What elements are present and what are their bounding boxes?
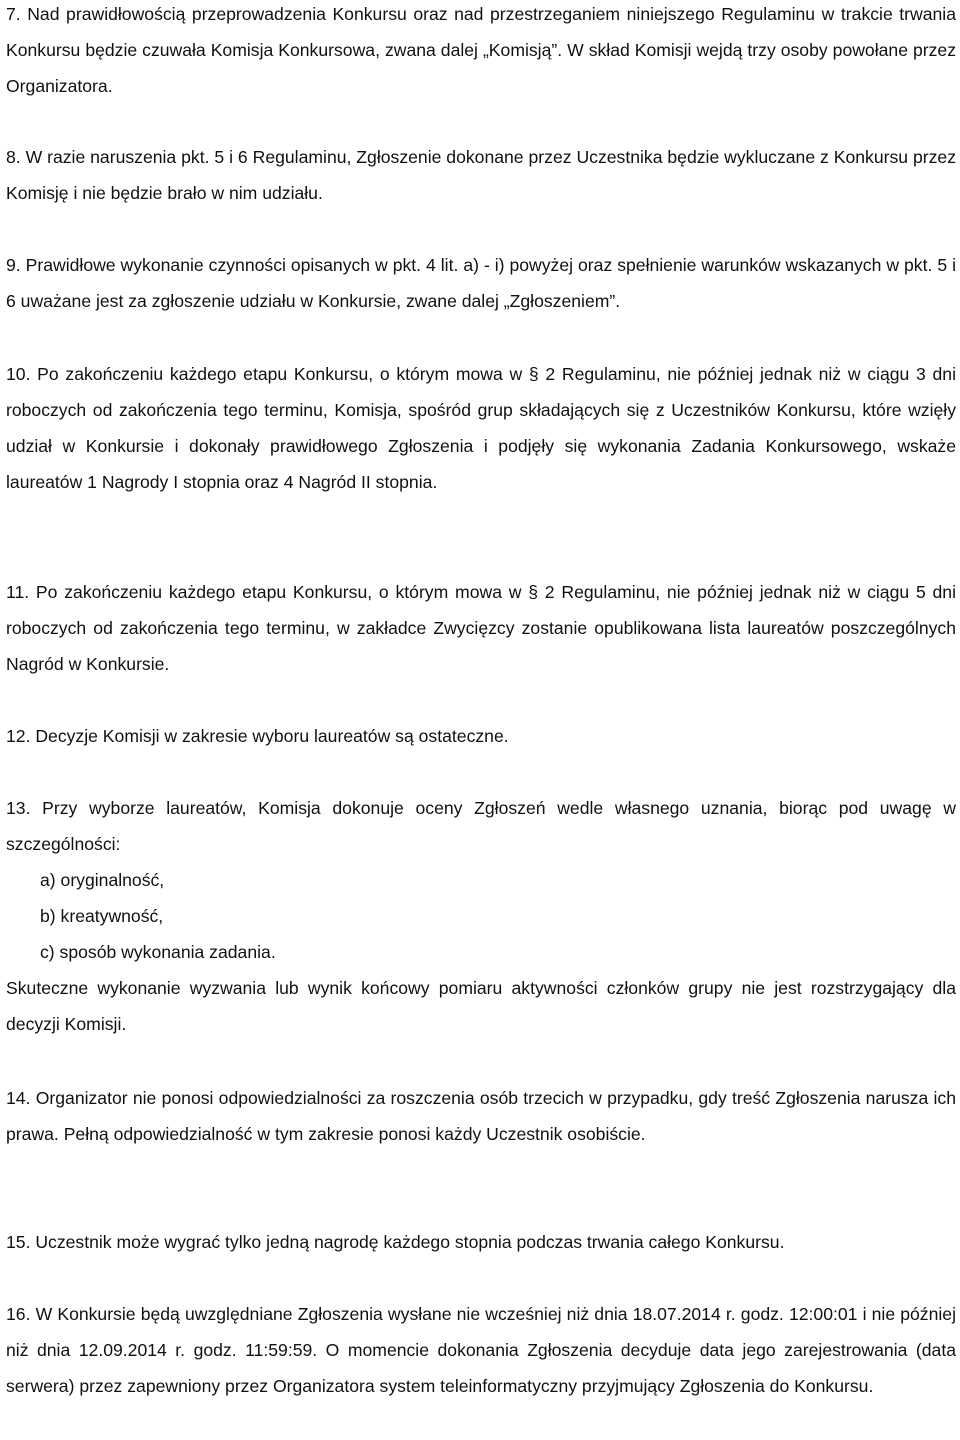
paragraph-13-outro: Skuteczne wykonanie wyzwania lub wynik końcowy pomiaru aktywności członków grupy nie jest rozstrzygający dla decyzji Komisji. (6, 978, 956, 1034)
list-item-b: b) kreatywność, (40, 906, 164, 926)
paragraph-9: 9. Prawidłowe wykonanie czynności opisanych w pkt. 4 lit. a) - i) powyżej oraz spełnienie warunków wskazanych w pkt. 5 i 6 uważane jest za zgłoszenie udziału w Konkursie, zwane dalej „Zgłoszeniem”. (6, 255, 956, 311)
paragraph-15: 15. Uczestnik może wygrać tylko jedną nagrodę każdego stopnia podczas trwania całego Konkursu. (6, 1232, 785, 1252)
paragraph-7: 7. Nad prawidłowością przeprowadzenia Konkursu oraz nad przestrzeganiem niniejszego Regulaminu w trakcie trwania Konkursu będzie czuwała Komisja Konkursowa, zwana dalej „Komisją”. W skład Komisji wejdą trzy osoby powołane przez Organizatora. (6, 4, 956, 96)
paragraph-10: 10. Po zakończeniu każdego etapu Konkursu, o którym mowa w § 2 Regulaminu, nie później jednak niż w ciągu 3 dni roboczych od zakończenia tego terminu, Komisja, spośród grup składających się z Uczestników Konkursu, które wzięły udział w Konkursie i dokonały prawidłowego Zgłoszenia i podjęły się wykonania Zadania Konkursowego, wskaże laureatów 1 Nagrody I stopnia oraz 4 Nagród II stopnia. (6, 364, 956, 492)
paragraph-16: 16. W Konkursie będą uwzględniane Zgłoszenia wysłane nie wcześniej niż dnia 18.07.2014 r. godz. 12:00:01 i nie później niż dnia 12.09.2014 r. godz. 11:59:59. O momencie dokonania Zgłoszenia decyduje data jego zarejestrowania (data serwera) przez zapewniony przez Organizatora system teleinformatyczny przyjmujący Zgłoszenia do Konkursu. (6, 1304, 956, 1396)
paragraph-11: 11. Po zakończeniu każdego etapu Konkursu, o którym mowa w § 2 Regulaminu, nie później jednak niż w ciągu 5 dni roboczych od zakończenia tego terminu, w zakładce Zwycięzcy zostanie opublikowana lista laureatów poszczególnych Nagród w Konkursie. (6, 582, 956, 674)
paragraph-13-intro: 13. Przy wyborze laureatów, Komisja dokonuje oceny Zgłoszeń wedle własnego uznania, biorąc pod uwagę w szczególności: (6, 798, 956, 854)
paragraph-8: 8. W razie naruszenia pkt. 5 i 6 Regulaminu, Zgłoszenie dokonane przez Uczestnika będzie wykluczane z Konkursu przez Komisję i nie będzie brało w nim udziału. (6, 147, 956, 203)
list-item-a: a) oryginalność, (40, 870, 165, 890)
paragraph-14: 14. Organizator nie ponosi odpowiedzialności za roszczenia osób trzecich w przypadku, gdy treść Zgłoszenia narusza ich prawa. Pełną odpowiedzialność w tym zakresie ponosi każdy Uczestnik osobiście. (6, 1088, 956, 1144)
list-item-c: c) sposób wykonania zadania. (40, 942, 276, 962)
paragraph-12: 12. Decyzje Komisji w zakresie wyboru laureatów są ostateczne. (6, 726, 509, 746)
